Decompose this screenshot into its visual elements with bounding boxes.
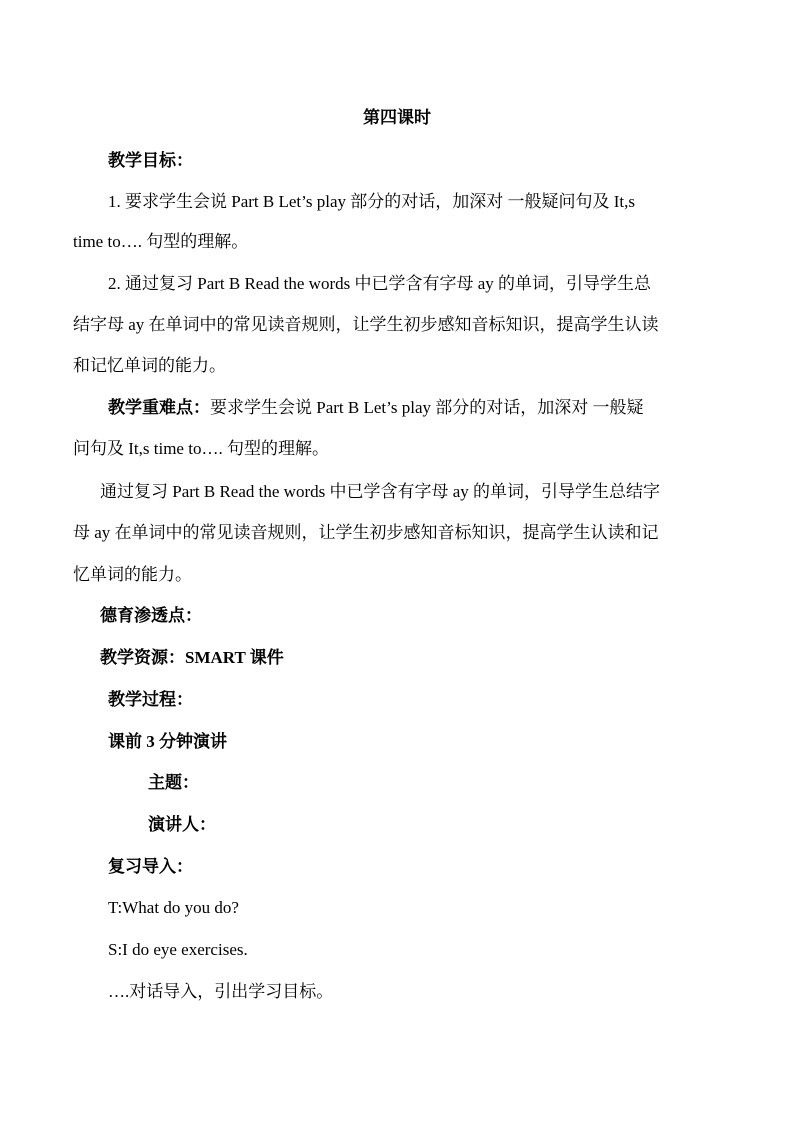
key-points-heading: 教学重难点： bbox=[108, 398, 210, 417]
key-points-line-1-text: 要求学生会说 Part B Let’s play 部分的对话，加深对 一般疑 bbox=[210, 398, 644, 417]
topic-label: 主题： bbox=[148, 773, 199, 792]
dialogue-student: S:I do eye exercises. bbox=[108, 940, 248, 959]
objective-2-line-1: 2. 通过复习 Part B Read the words 中已学含有字母 ay 的单词，引导学生总 bbox=[108, 274, 652, 293]
document-title: 第四课时 bbox=[363, 108, 431, 127]
review-line-2: 母 ay 在单词中的常见读音规则，让学生初步感知音标知识，提高学生认读和记 bbox=[73, 523, 659, 542]
process-heading: 教学过程： bbox=[108, 690, 193, 709]
objective-1-line-2: time to…. 句型的理解。 bbox=[73, 232, 249, 251]
review-line-1: 通过复习 Part B Read the words 中已学含有字母 ay 的单词，引导学生总结字 bbox=[100, 482, 661, 501]
moral-heading: 德育渗透点： bbox=[100, 606, 202, 625]
key-points-line-1 bbox=[108, 398, 643, 418]
objective-2-line-3: 和记忆单词的能力。 bbox=[73, 356, 226, 375]
objectives-heading: 教学目标： bbox=[108, 151, 193, 170]
resources-heading: 教学资源：SMART 课件 bbox=[100, 648, 284, 667]
review-line-3: 忆单词的能力。 bbox=[73, 565, 192, 584]
objective-1-line-1: 1. 要求学生会说 Part B Let’s play 部分的对话，加深对 一般疑问句及 It,s bbox=[108, 192, 635, 211]
objective-2-line-2: 结字母 ay 在单词中的常见读音规则，让学生初步感知音标知识，提高学生认读 bbox=[73, 315, 659, 334]
dialogue-teacher: T:What do you do? bbox=[108, 898, 239, 917]
dialogue-note: ….对话导入，引出学习目标。 bbox=[108, 982, 334, 1001]
speaker-label: 演讲人： bbox=[148, 815, 216, 834]
speech-heading: 课前 3 分钟演讲 bbox=[108, 732, 227, 751]
key-points-line-2: 问句及 It,s time to…. 句型的理解。 bbox=[73, 439, 329, 458]
review-intro-heading: 复习导入： bbox=[108, 857, 193, 876]
